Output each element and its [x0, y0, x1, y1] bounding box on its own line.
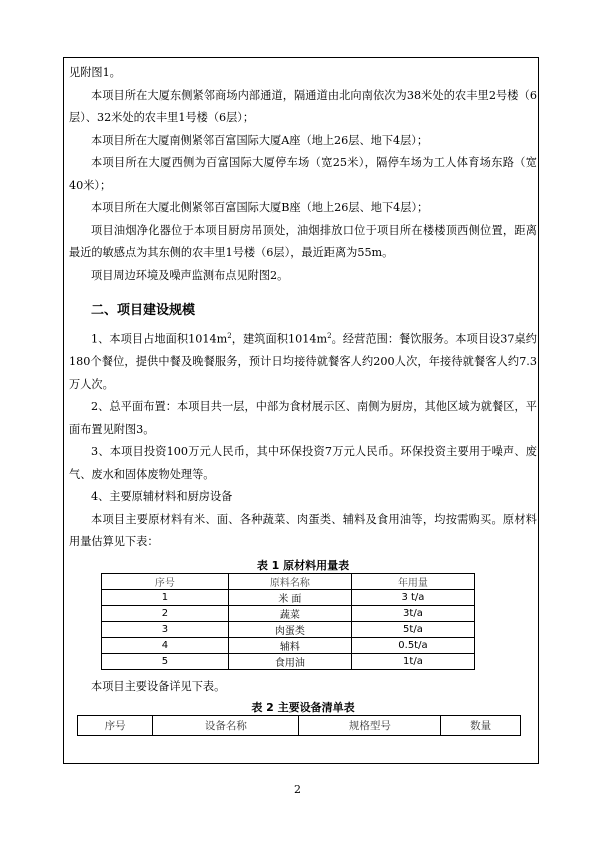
table2-caption: 表 2 主要设备清单表	[251, 701, 355, 715]
paragraph: 本项目主要设备详见下表。	[91, 679, 226, 693]
table-cell: 蔬菜	[228, 605, 351, 621]
table-row	[102, 605, 475, 621]
document-body	[69, 62, 537, 736]
section-heading: 二、项目建设规模	[91, 303, 196, 318]
table-row	[102, 637, 475, 653]
column-header: 数量	[441, 716, 521, 736]
table-cell: 1t/a	[351, 653, 474, 669]
table-cell: 5t/a	[351, 621, 474, 637]
table-cell: 3 t/a	[351, 589, 474, 605]
raw-materials-table	[101, 573, 475, 670]
page-number: 2	[294, 783, 301, 796]
table-cell: 肉蛋类	[228, 621, 351, 637]
table-cell: 4	[102, 637, 229, 653]
paragraph: 本项目主要原材料有米、面、各种蔬菜、肉蛋类、辅料及食用油等，均按需购买。原材料用量估算见下表：	[69, 512, 537, 549]
paragraph: 本项目所在大厦南侧紧邻百富国际大厦A座（地上26层、地下4层）；	[91, 133, 429, 147]
paragraph: 本项目所在大厦东侧紧邻商场内部通道，隔通道由北向南依次为38米处的农丰里2号楼（6层）、32米处的农丰里1号楼（6层）；	[69, 88, 537, 124]
paragraph: 本项目所在大厦西侧为百富国际大厦停车场（宽25米），隔停车场为工人体育场东路（宽40米）；	[69, 156, 537, 192]
table-cell: 2	[102, 605, 229, 621]
paragraph: 4、主要原辅材料和厨房设备	[91, 490, 233, 504]
table-header-row	[102, 573, 475, 589]
paragraph-item1: 1、本项目占地面积$1014m^2$，建筑面积$1014m^2$。经营范围：餐饮服务。本项目设37桌约180个餐位，提供中餐及晚餐服务，预计日均接待就餐客人约200人次，年接待就餐客人约7.3万人次。	[69, 332, 537, 391]
paragraph: 2、总平面布置：本项目共一层，中部为食材展示区、南侧为厨房，其他区域为就餐区，平面布置见附图3。	[69, 400, 537, 436]
paragraph: 项目油烟净化器位于本项目厨房吊顶处，油烟排放口位于项目所在楼楼顶西侧位置，距离最近的敏感点为其东侧的农丰里1号楼（6层），最近距离为55m。	[69, 223, 537, 259]
column-header: 设备名称	[153, 716, 299, 736]
column-header: 序号	[78, 716, 153, 736]
table-cell: 食用油	[228, 653, 351, 669]
table1-caption: 表 1 原材料用量表	[256, 558, 350, 572]
column-header: 规格型号	[299, 716, 441, 736]
table-cell: 米 面	[228, 589, 351, 605]
table-cell: 0.5t/a	[351, 637, 474, 653]
table-cell: 3	[102, 621, 229, 637]
paragraph: 本项目所在大厦北侧紧邻百富国际大厦B座（地上26层、地下4层）；	[91, 201, 429, 214]
table-row	[102, 653, 475, 669]
paragraph: 3、本项目投资100万元人民币，其中环保投资7万元人民币。环保投资主要用于噪声、废气、废水和固体废物处理等。	[69, 445, 537, 481]
table-cell: 辅料	[228, 637, 351, 653]
paragraph: 见附图1。	[69, 66, 121, 79]
table-cell: 5	[102, 653, 229, 669]
column-header: 原料名称	[228, 573, 351, 589]
paragraph: 项目周边环境及噪声监测布点见附图2。	[91, 268, 289, 282]
table-header-row	[78, 716, 521, 736]
table-row	[102, 621, 475, 637]
column-header: 年用量	[351, 573, 474, 589]
column-header: 序号	[102, 573, 229, 589]
table-cell: 3t/a	[351, 605, 474, 621]
equipment-table	[77, 715, 521, 736]
table-cell: 1	[102, 589, 229, 605]
table-row	[102, 589, 475, 605]
